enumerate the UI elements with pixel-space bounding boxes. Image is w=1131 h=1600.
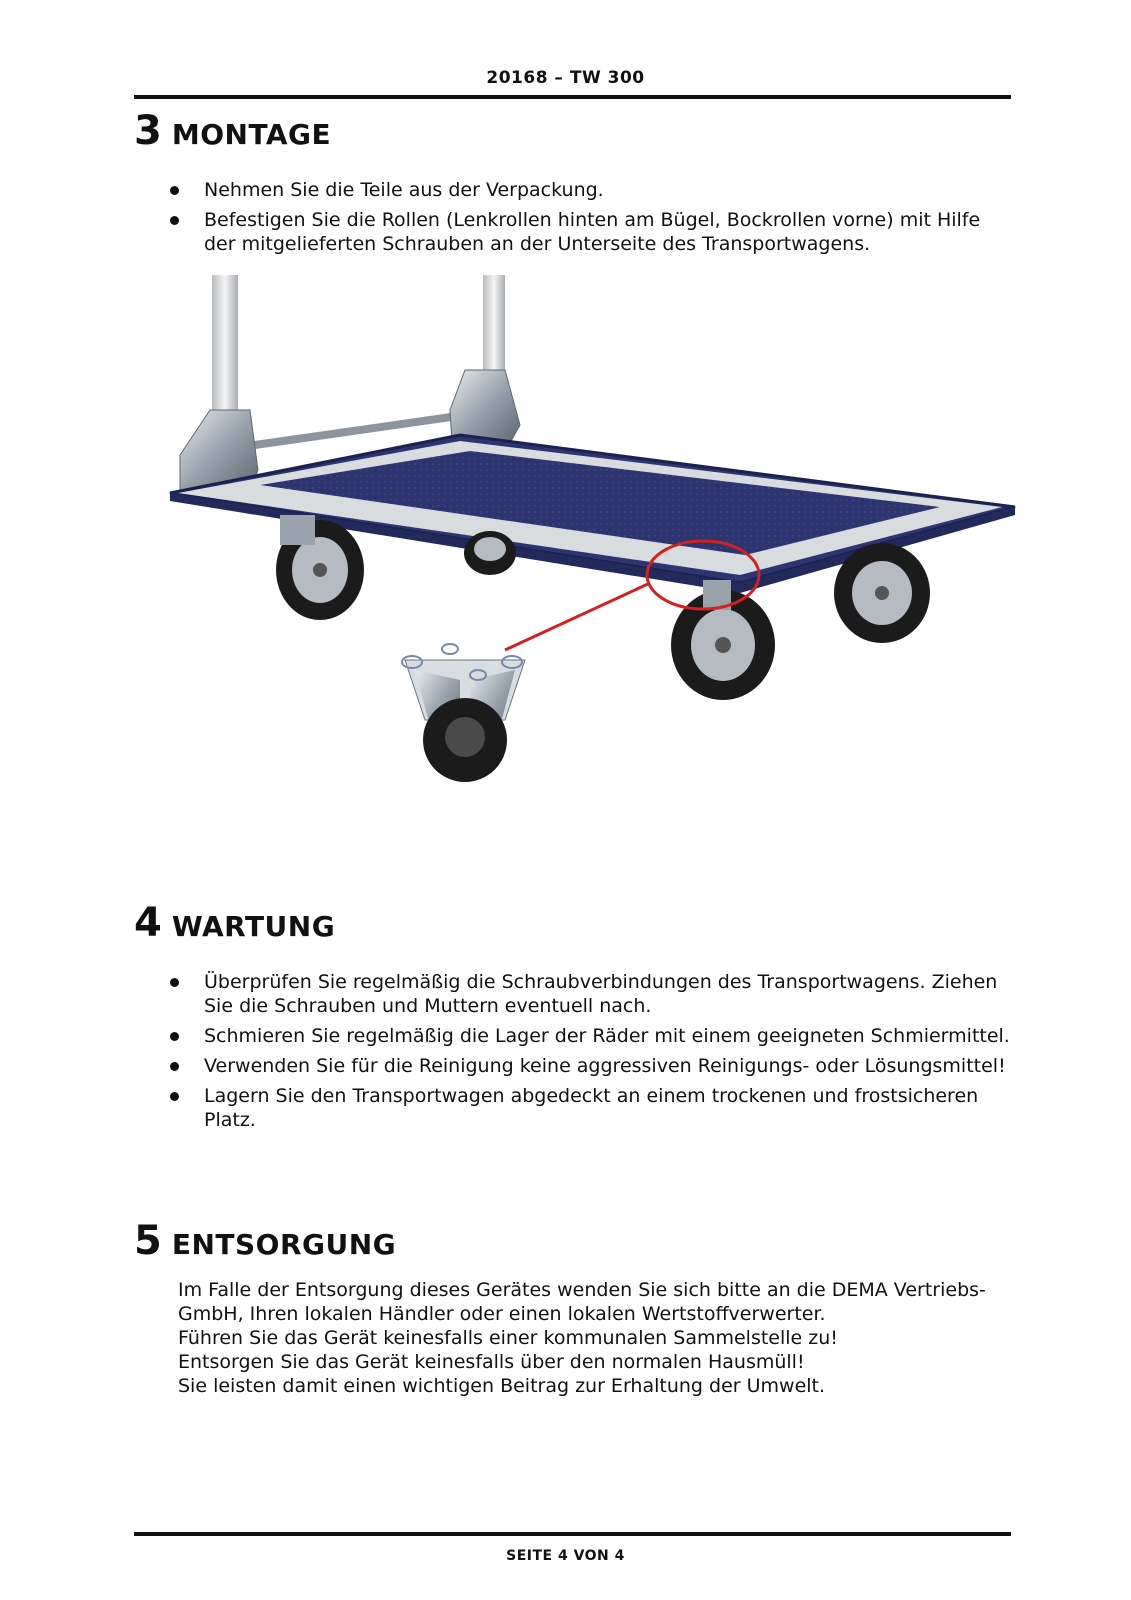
list-item-text: Überprüfen Sie regelmäßig die Schraubverbindungen des Transportwagens. Ziehen Sie die Schrauben und Muttern eventuell nach. (204, 971, 998, 1017)
section-heading-wartung (134, 900, 335, 946)
bullet-icon (170, 1062, 179, 1071)
wheel-icon (464, 531, 516, 575)
section-number: 3 (134, 108, 162, 154)
list-item-text: Schmieren Sie regelmäßig die Lager der Räder mit einem geeigneten Schmiermittel. (204, 1025, 1010, 1047)
fixed-caster-icon (402, 644, 525, 782)
list-item-text: Befestigen Sie die Rollen (Lenkrollen hinten am Bügel, Bockrollen vorne) mit Hilfe der mitgelieferten Schrauben an der Unterseite des Transportwagens. (204, 209, 981, 255)
paragraph-line: Sie leisten damit einen wichtigen Beitrag zur Erhaltung der Umwelt. (178, 1375, 826, 1397)
wartung-list (170, 970, 1010, 1138)
wheel-icon (671, 580, 775, 700)
section-title: MONTAGE (171, 118, 332, 151)
section-heading-montage (134, 108, 331, 154)
paragraph-line: Entsorgen Sie das Gerät keinesfalls über den normalen Hausmüll! (178, 1351, 805, 1373)
document-header-title: 20168 – TW 300 (486, 68, 645, 88)
section-title: ENTSORGUNG (171, 1228, 397, 1261)
bullet-icon (170, 186, 179, 195)
wheel-icon (276, 515, 364, 620)
entsorgung-paragraph (178, 1278, 1018, 1398)
wheel-icon (834, 543, 930, 643)
header-rule (134, 95, 1011, 99)
bullet-icon (170, 1032, 179, 1041)
section-title: WARTUNG (171, 910, 336, 943)
montage-list (170, 178, 1010, 262)
list-item-text: Verwenden Sie für die Reinigung keine aggressiven Reinigungs- oder Lösungsmittel! (204, 1055, 1006, 1077)
list-item (170, 178, 1010, 202)
page-number-footer: SEITE 4 VON 4 (506, 1548, 625, 1564)
bullet-icon (170, 978, 179, 987)
section-heading-entsorgung (134, 1218, 396, 1264)
list-item (170, 970, 1010, 1018)
list-item (170, 1054, 1010, 1078)
pointer-line (505, 583, 650, 650)
section-number: 5 (134, 1218, 162, 1264)
paragraph-line: Im Falle der Entsorgung dieses Gerätes wenden Sie sich bitte an die DEMA Vertriebs-GmbH, Ihren lokalen Händler oder einen lokalen Wertstoffverwerter. (178, 1279, 986, 1325)
list-item (170, 1084, 1010, 1132)
list-item-text: Lagern Sie den Transportwagen abgedeckt an einem trockenen und frostsicheren Platz. (204, 1085, 979, 1131)
list-item-text: Nehmen Sie die Teile aus der Verpackung. (204, 179, 604, 201)
platform-trolley-illustration (160, 275, 1040, 820)
bullet-icon (170, 1092, 179, 1101)
bullet-icon (170, 216, 179, 225)
section-number: 4 (134, 900, 162, 946)
list-item (170, 208, 1010, 256)
footer-rule (134, 1532, 1011, 1536)
list-item (170, 1024, 1010, 1048)
paragraph-line: Führen Sie das Gerät keinesfalls einer kommunalen Sammelstelle zu! (178, 1327, 838, 1349)
